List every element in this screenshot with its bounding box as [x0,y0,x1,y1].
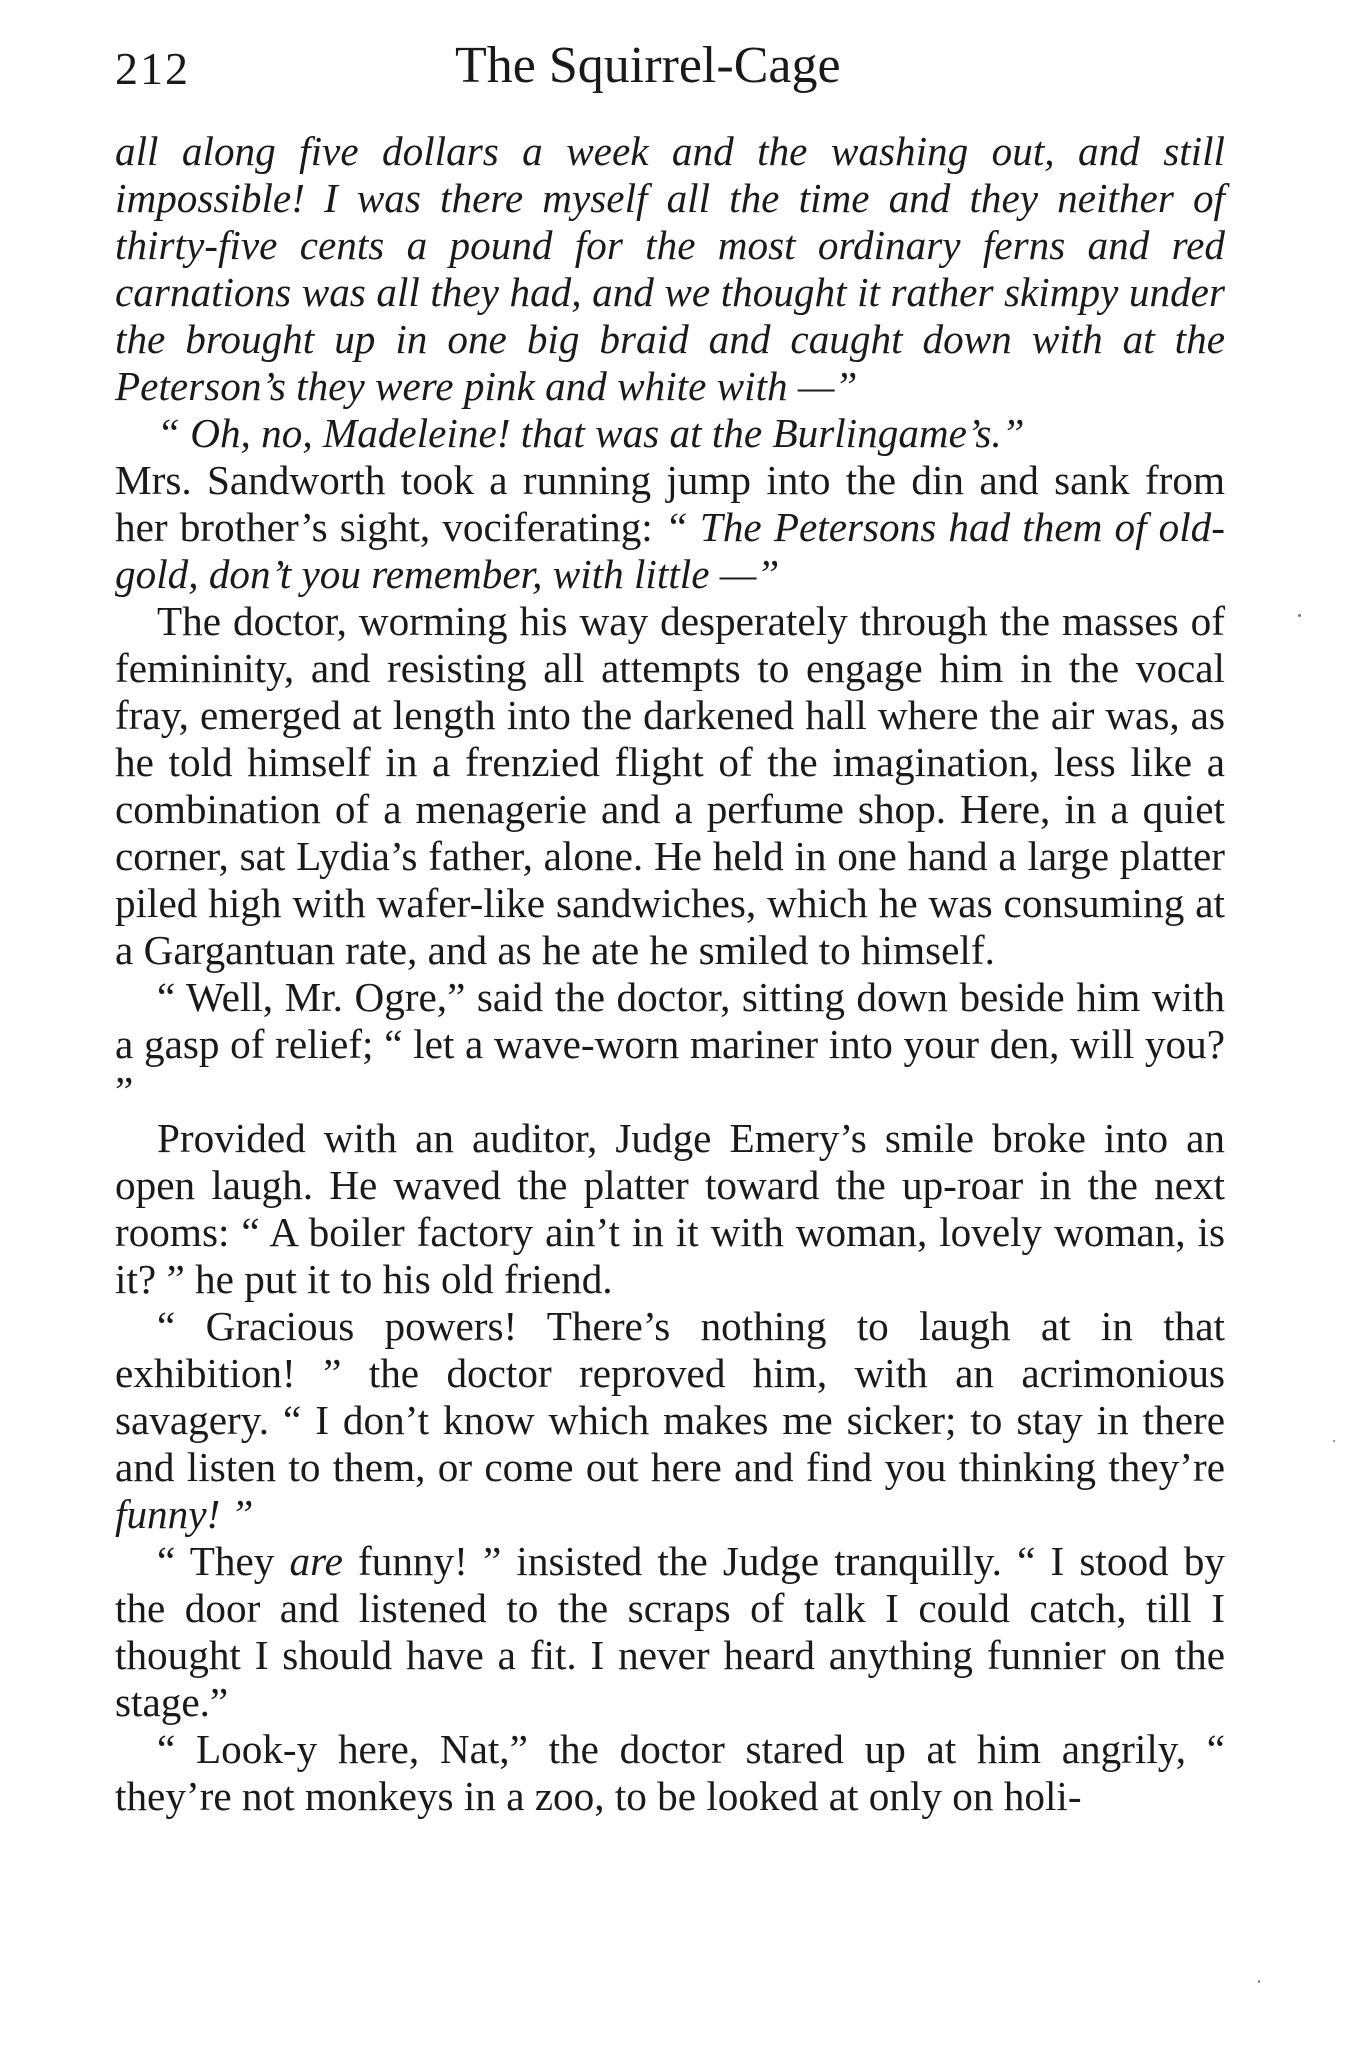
paragraph: all along five dollars a week and the washing out, and still impossible! I was there myself all the time and they neither of thirty-five cents a pound for the most ordinary ferns and red carnations was all they had, and we thought it rather skimpy under the brought up in one big braid and caught down with at the Peterson’s they were pink and white with —” [115,128,1225,409]
paragraph-text: “ They [157,1538,290,1584]
paragraph [115,1303,1225,1538]
italic-word: are [289,1538,343,1584]
body-text [115,128,1225,1820]
paragraph-text: Mrs. Sandworth took a running jump into the din and sank from her brother’s sight, vociferating: [115,457,1225,550]
paragraph: The doctor, worming his way desperately through the masses of femininity, and resisting all attempts to engage him in the vocal fray, emerged at length into the darkened hall where the air was, as he told himself in a frenzied flight of the imagination, less like a combination of a menagerie and a perfume shop. Here, in a quiet corner, sat Lydia’s father, alone. He held in one hand a large platter piled high with wafer-like sandwiches, which he was consuming at a Gargantuan rate, and as he ate he smiled to himself. [115,598,1225,973]
italic-quote: “ The Petersons had them of old-gold, don’t you remember, with little —” [115,504,1225,597]
book-page [115,36,1225,1820]
running-title: The Squirrel-Cage [455,37,841,94]
scan-speck [1258,1980,1260,1983]
scan-speck [1298,614,1301,617]
italic-word: funny! ” [115,1491,254,1537]
paragraph-text: funny! ” insisted the Judge tranquilly. “ I stood by the door and listened to the scraps of talk I could catch, till I thought I should have a fit. I never heard anything funnier on the stage.” [115,1538,1225,1725]
page-header [115,36,1225,112]
paragraph: “ Well, Mr. Ogre,” said the doctor, sitting down beside him with a gasp of relief; “ let a wave-worn mariner into your den, will you? ” [115,974,1225,1114]
paragraph [115,1538,1225,1726]
paragraph: Provided with an auditor, Judge Emery’s smile broke into an open laugh. He waved the platter toward the up-roar in the next rooms: “ A boiler factory ain’t in it with woman, lovely woman, is it? ” he put it to his old friend. [115,1115,1225,1302]
paragraph [115,457,1225,598]
paragraph: “ Look-y here, Nat,” the doctor stared up at him angrily, “ they’re not monkeys in a zoo, to be looked at only on holi- [115,1726,1225,1819]
scan-speck [1333,1440,1335,1442]
paragraph-text: “ Gracious powers! There’s nothing to laugh at in that exhibition! ” the doctor reproved him, with an acrimonious savagery. “ I don’t know which makes me sicker; to stay in there and listen to them, or come out here and find you thinking they’re [115,1303,1225,1490]
page-number: 212 [115,43,190,94]
paragraph: “ Oh, no, Madeleine! that was at the Burlingame’s.” [157,410,1025,456]
